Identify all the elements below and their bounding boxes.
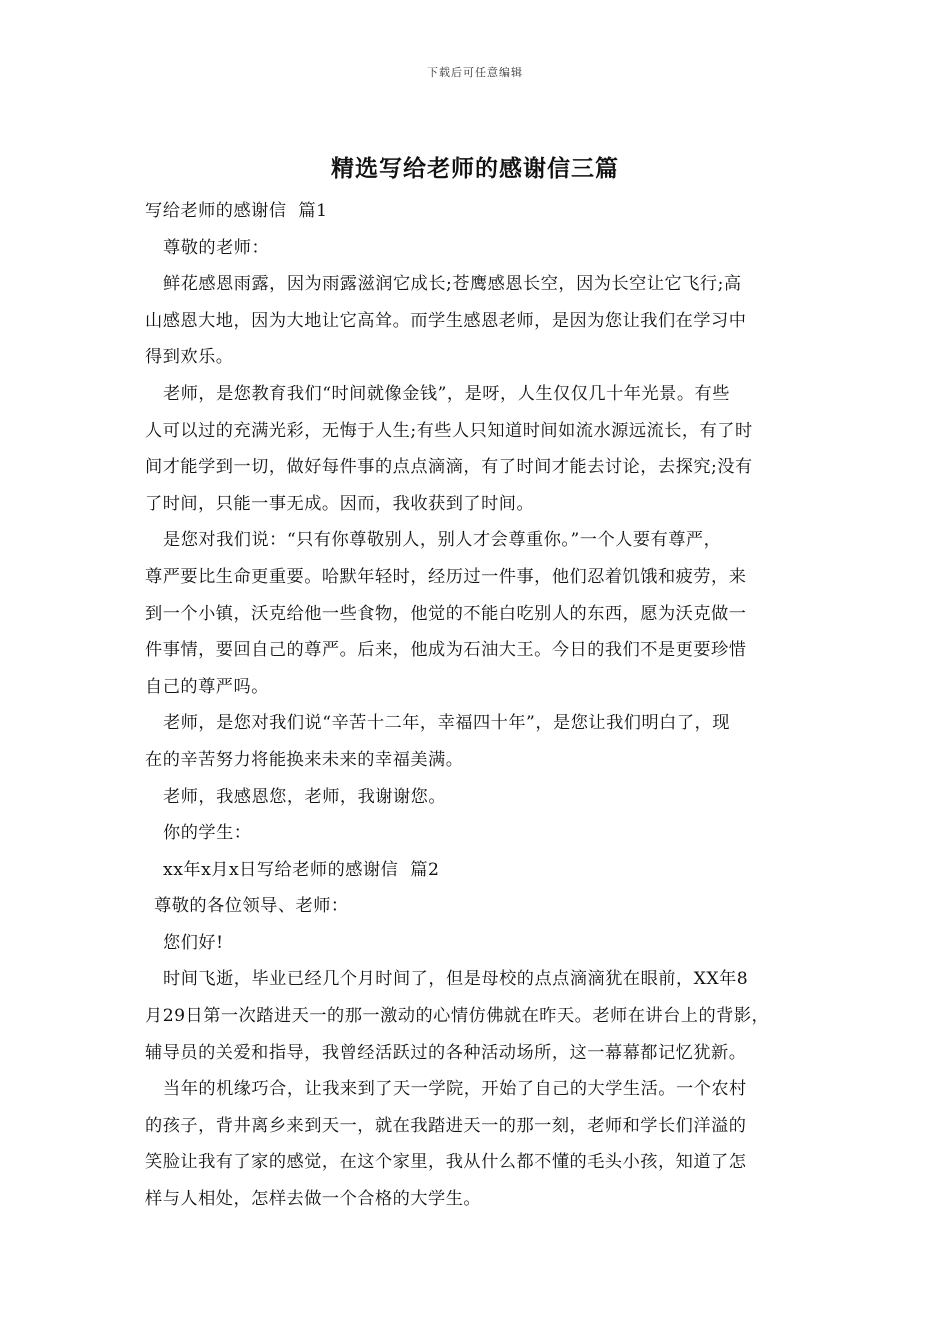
document-body	[145, 193, 815, 1218]
paragraph-line: 自己的尊严吗。	[145, 676, 269, 697]
paragraph-line: 笑脸让我有了家的感觉，在这个家里，我从什么都不懂的毛头小孩，知道了怎	[145, 1152, 747, 1173]
paragraph-line: 时间飞逝，毕业已经几个月时间了，但是母校的点点滴滴犹在眼前，XX年8	[163, 969, 749, 990]
paragraph-line: 老师，我感恩您，老师，我谢谢您。	[163, 786, 447, 807]
salutation: 尊敬的老师：	[163, 237, 270, 258]
paragraph-line: 间才能学到一切，做好每件事的点点滴滴，有了时间才能去讨论，去探究;没有	[145, 457, 753, 478]
paragraph-line: 是您对我们说：“只有你尊敬别人，别人才会尊重你。”一个人要有尊严，	[163, 530, 722, 551]
paragraph-line: 在的辛苦努力将能换来未来的幸福美满。	[145, 749, 464, 770]
signature-line: 你的学生：	[163, 823, 252, 844]
paragraph-line: 山感恩大地，因为大地让它高耸。而学生感恩老师，是因为您让我们在学习中	[145, 310, 747, 331]
section-heading-2: xx年x月x日写给老师的感谢信 篇2	[163, 859, 440, 880]
paragraph-line: 当年的机缘巧合，让我来到了天一学院，开始了自己的大学生活。一个农村	[163, 1079, 747, 1100]
header-note: 下载后可任意编辑	[427, 66, 523, 79]
paragraph-line: 件事情，要回自己的尊严。后来，他成为石油大王。今日的我们不是更要珍惜	[145, 640, 747, 661]
paragraph-line: 到一个小镇，沃克给他一些食物，他觉的不能白吃别人的东西，愿为沃克做一	[145, 603, 747, 624]
paragraph-line: 的孩子，背井离乡来到天一，就在我踏进天一的那一刻，老师和学长们洋溢的	[145, 1115, 747, 1136]
paragraph-line: 老师，是您教育我们“时间就像金钱”，是呀，人生仅仅几十年光景。有些	[163, 383, 730, 404]
section-heading-1: 写给老师的感谢信 篇1	[145, 201, 328, 221]
salutation: 尊敬的各位领导、老师：	[154, 896, 349, 917]
greeting: 您们好!	[163, 932, 224, 953]
paragraph-line: 尊严要比生命更重要。哈默年轻时，经历过一件事，他们忍着饥饿和疲劳，来	[145, 566, 747, 587]
paragraph-line: 鲜花感恩雨露，因为雨露滋润它成长;苍鹰感恩长空，因为长空让它飞行;高	[163, 274, 742, 295]
paragraph-line: 辅导员的关爱和指导，我曾经活跃过的各种活动场所，这一幕幕都记忆犹新。	[145, 1042, 747, 1063]
paragraph-line: 样与人相处，怎样去做一个合格的大学生。	[145, 1189, 482, 1210]
paragraph-line: 人可以过的充满光彩，无悔于人生;有些人只知道时间如流水源远流长，有了时	[145, 420, 753, 441]
document-title: 精选写给老师的感谢信三篇	[331, 155, 619, 182]
paragraph-line: 老师，是您对我们说“辛苦十二年，幸福四十年”，是您让我们明白了，现	[163, 713, 730, 734]
paragraph-line: 月29日第一次踏进天一的那一激动的心情仿佛就在昨天。老师在讲台上的背影，	[145, 1006, 770, 1027]
paragraph-line: 得到欢乐。	[145, 347, 234, 368]
paragraph-line: 了时间，只能一事无成。因而，我收获到了时间。	[145, 493, 535, 514]
